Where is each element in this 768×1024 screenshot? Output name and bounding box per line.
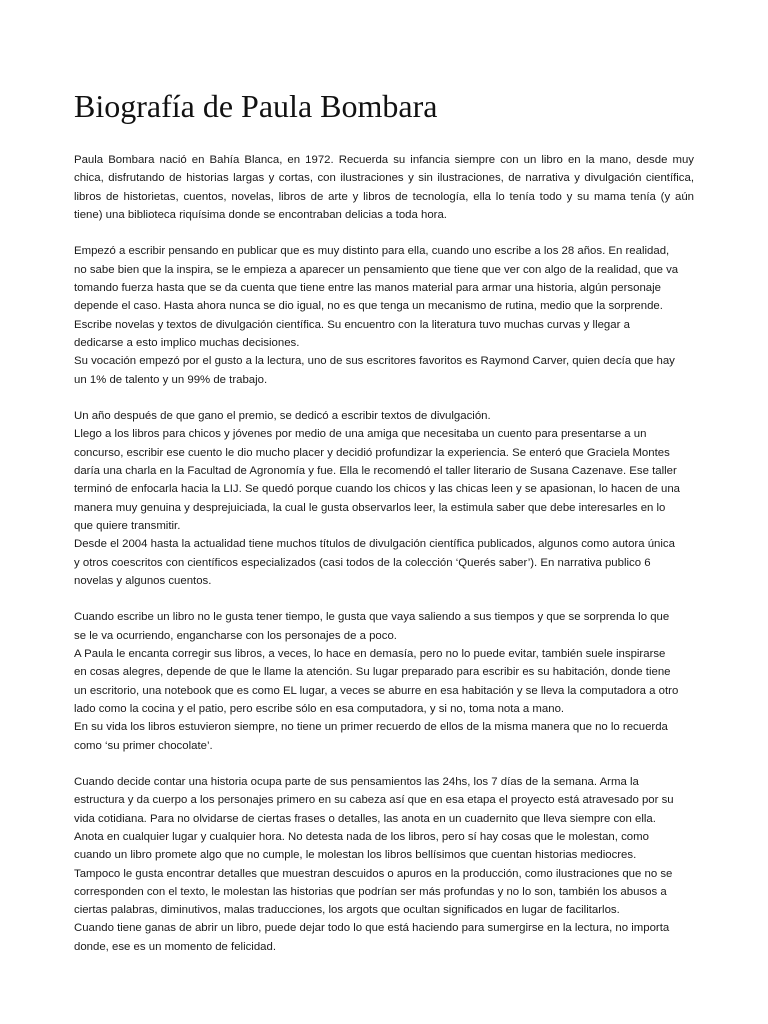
text-line: un escritorio, una notebook que es como EL lugar, a veces se aburre en esa habitación y se lleva la computadora a otro xyxy=(74,684,679,697)
text-line: Desde el 2004 hasta la actualidad tiene muchos títulos de divulgación científica publicados, algunos como autora única xyxy=(74,538,675,551)
text-line: Su vocación empezó por el gusto a la lectura, uno de sus escritores favoritos es Raymond Carver, quien decía que hay xyxy=(74,355,675,368)
page-title: Biografía de Paula Bombara xyxy=(74,88,438,124)
text-line: concurso, escribir ese cuento le dio mucho placer y decidió profundizar la experiencia. Se enteró que Graciela Montes xyxy=(74,446,670,459)
text-line: vida cotidiana. Para no olvidarse de ciertas frases o detalles, las anota en un cuadernito que lleva siempre con ella. xyxy=(74,812,656,825)
text-line: no sabe bien que la inspira, se le empieza a aparecer un pensamiento que tiene que ver con algo de la realidad, que va xyxy=(74,263,679,276)
text-line: Tampoco le gusta encontrar detalles que muestran descuidos o apuros en la producción, como ilustraciones que no se xyxy=(74,867,673,880)
text-line: y otros coescritos con científicos especializados (casi todos de la colección ‘Querés saber’). En narrativa publico 6 xyxy=(74,556,651,569)
text-line: en cosas alegres, depende de que le llame la atención. Su lugar preparado para escribir es su habitación, donde tiene xyxy=(74,666,671,679)
text-line: depende el caso. Hasta ahora nunca se dio igual, no es que tenga un mecanismo de rutina, medio que la sorprende. xyxy=(74,300,663,313)
text-line: Llego a los libros para chicos y jóvenes por medio de una amiga que necesitaba un cuento para presentarse a un xyxy=(74,428,647,441)
text-line: A Paula le encanta corregir sus libros, a veces, lo hace en demasía, pero no lo puede evitar, también suele inspirarse xyxy=(74,648,666,661)
text-line: Empezó a escribir pensando en publicar que es muy distinto para ella, cuando uno escribe a los 28 años. En realidad, xyxy=(74,245,670,258)
paragraph-2 xyxy=(74,242,694,388)
text-line: manera muy genuina y desprejuiciada, la cual le gusta observarlos leer, la estimula saber que debe interesarles en lo xyxy=(74,501,666,514)
text-line: ciertas palabras, diminutivos, malas traducciones, los argots que ocultan significados en lugar de facilitarlos. xyxy=(74,904,620,917)
text-line: Cuando escribe un libro no le gusta tener tiempo, le gusta que vaya saliendo a sus tiempos y que se sorprenda lo que xyxy=(74,611,670,624)
text-line: estructura y da cuerpo a los personajes primero en su cabeza así que en esa etapa el proyecto está atravesado por su xyxy=(74,794,674,807)
text-line: Un año después de que gano el premio, se dedicó a escribir textos de divulgación. xyxy=(74,410,491,423)
text-line: chica, disfrutando de historias largas y cortas, con ilustraciones y sin ilustraciones, de narrativa y divulgación científica, xyxy=(74,172,694,185)
text-line: libros de historietas, cuentos, novelas, libros de arte y libros de tecnología, ella lo tenía todo y su mama tenía (y aún xyxy=(74,190,694,203)
text-line: dedicarse a esto implico muchas decisiones. xyxy=(74,336,300,349)
text-line: daría una charla en la Facultad de Agronomía y fue. Ella le recomendó el taller literario de Susana Cazenave. Ese taller xyxy=(74,465,677,478)
text-line: tiene) una biblioteca riquísima donde se encontraban delicias a toda hora. xyxy=(74,208,447,221)
text-line: Paula Bombara nació en Bahía Blanca, en 1972. Recuerda su infancia siempre con un libro en la mano, desde muy xyxy=(74,154,694,166)
text-line: Escribe novelas y textos de divulgación científica. Su encuentro con la literatura tuvo muchas curvas y llegar a xyxy=(74,318,630,331)
text-line: tomando fuerza hasta que se da cuenta que tiene entre las manos material para armar una historia, algún personaje xyxy=(74,282,661,295)
paragraph-spacer xyxy=(74,389,694,407)
text-line: novelas y algunos cuentos. xyxy=(74,574,212,587)
paragraph-3 xyxy=(74,407,694,590)
text-line: Anota en cualquier lugar y cualquier hora. No detesta nada de los libros, pero sí hay cosas que le molestan, como xyxy=(74,830,649,843)
text-line: terminó de enfocarla hacia la LIJ. Se quedó porque cuando los chicos y las chicas leen y se apasionan, lo hacen de una xyxy=(74,483,680,496)
text-line: lado como la cocina y el patio, pero escribe sólo en esa computadora, y si no, toma nota a mano. xyxy=(74,702,565,715)
text-line: como ‘su primer chocolate’. xyxy=(74,739,213,752)
text-line: Cuando decide contar una historia ocupa parte de sus pensamientos las 24hs, los 7 días de la semana. Arma la xyxy=(74,776,639,789)
text-line: corresponden con el texto, le molestan las historias que podrían ser más profundas y no lo son, también los abusos a xyxy=(74,885,667,898)
paragraph-spacer xyxy=(74,590,694,608)
document-body xyxy=(74,151,694,956)
text-line: Cuando tiene ganas de abrir un libro, puede dejar todo lo que está haciendo para sumergirse en la lectura, no importa xyxy=(74,922,670,935)
text-line: En su vida los libros estuvieron siempre, no tiene un primer recuerdo de ellos de la misma manera que no lo recuerda xyxy=(74,721,668,734)
text-line: donde, ese es un momento de felicidad. xyxy=(74,940,277,953)
paragraph-5 xyxy=(74,773,694,956)
paragraph-4 xyxy=(74,608,694,754)
paragraph-spacer xyxy=(74,755,694,773)
text-line: cuando un libro promete algo que no cumple, le molestan los libros bellísimos que cuentan historias mediocres. xyxy=(74,849,637,862)
paragraph-1 xyxy=(74,151,694,224)
text-line: que quiere transmitir. xyxy=(74,519,181,532)
paragraph-spacer xyxy=(74,224,694,242)
text-line: un 1% de talento y un 99% de trabajo. xyxy=(74,373,268,386)
text-line: se le va ocurriendo, engancharse con los personajes de a poco. xyxy=(74,629,397,642)
